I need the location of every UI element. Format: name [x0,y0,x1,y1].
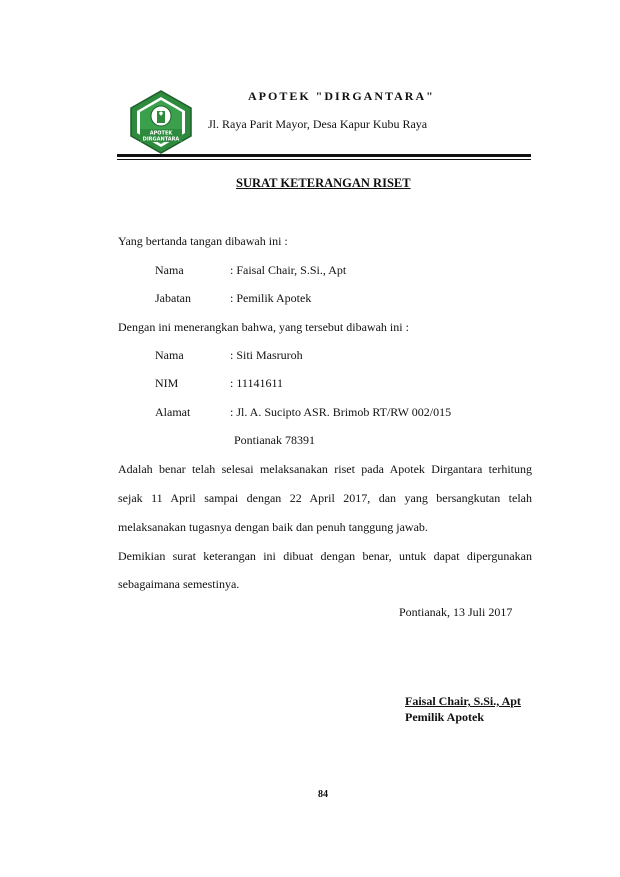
body-paragraph-line3: melaksanakan tugasnya dengan baik dan penuh tanggung jawab. [118,520,428,534]
signature-name: Faisal Chair, S.Si., Apt [405,694,521,708]
intro-text: Yang bertanda tangan dibawah ini : [118,234,288,248]
person-nim-value: : 11141611 [230,376,283,390]
person-address-value: : Jl. A. Sucipto ASR. Brimob RT/RW 002/015 [230,405,452,419]
letterhead-address: Jl. Raya Parit Mayor, Desa Kapur Kubu Raya [208,117,428,131]
document-subject: SURAT KETERANGAN RISET [236,176,411,190]
body-paragraph-line2: sejak 11 April sampai dengan 22 April 2017, dan yang bersangkutan telah [118,491,532,505]
apotek-dirgantara-logo [127,88,195,156]
person-nim-label: NIM [155,376,179,390]
signer-name-label: Nama [155,263,184,277]
signer-name-value: : Faisal Chair, S.Si., Apt [230,263,347,277]
person-address-label: Alamat [155,405,191,419]
logo-text-line1: APOTEK [149,130,173,137]
signature-role: Pemilik Apotek [405,710,485,724]
signer-position-label: Jabatan [155,291,191,305]
letterhead-rule-thin [117,159,531,160]
person-address-value-line2: Pontianak 78391 [234,433,315,447]
place-date: Pontianak, 13 Juli 2017 [399,605,513,619]
letterhead-rule-thick [117,154,531,157]
closing-paragraph-line1: Demikian surat keterangan ini dibuat dengan benar, untuk dapat dipergunakan [118,549,532,563]
page-number: 84 [318,789,328,800]
logo-text-line2: DIRGANTARA [142,136,180,143]
person-name-label: Nama [155,348,184,362]
person-name-value: : Siti Masruroh [230,348,303,362]
statement-text: Dengan ini menerangkan bahwa, yang tersebut dibawah ini : [118,320,409,334]
letterhead-title: APOTEK "DIRGANTARA" [248,89,435,103]
signer-position-value: : Pemilik Apotek [230,291,312,305]
closing-paragraph-line2: sebagaimana semestinya. [118,577,240,591]
body-paragraph-line1: Adalah benar telah selesai melaksanakan riset pada Apotek Dirgantara terhitung [118,462,532,476]
